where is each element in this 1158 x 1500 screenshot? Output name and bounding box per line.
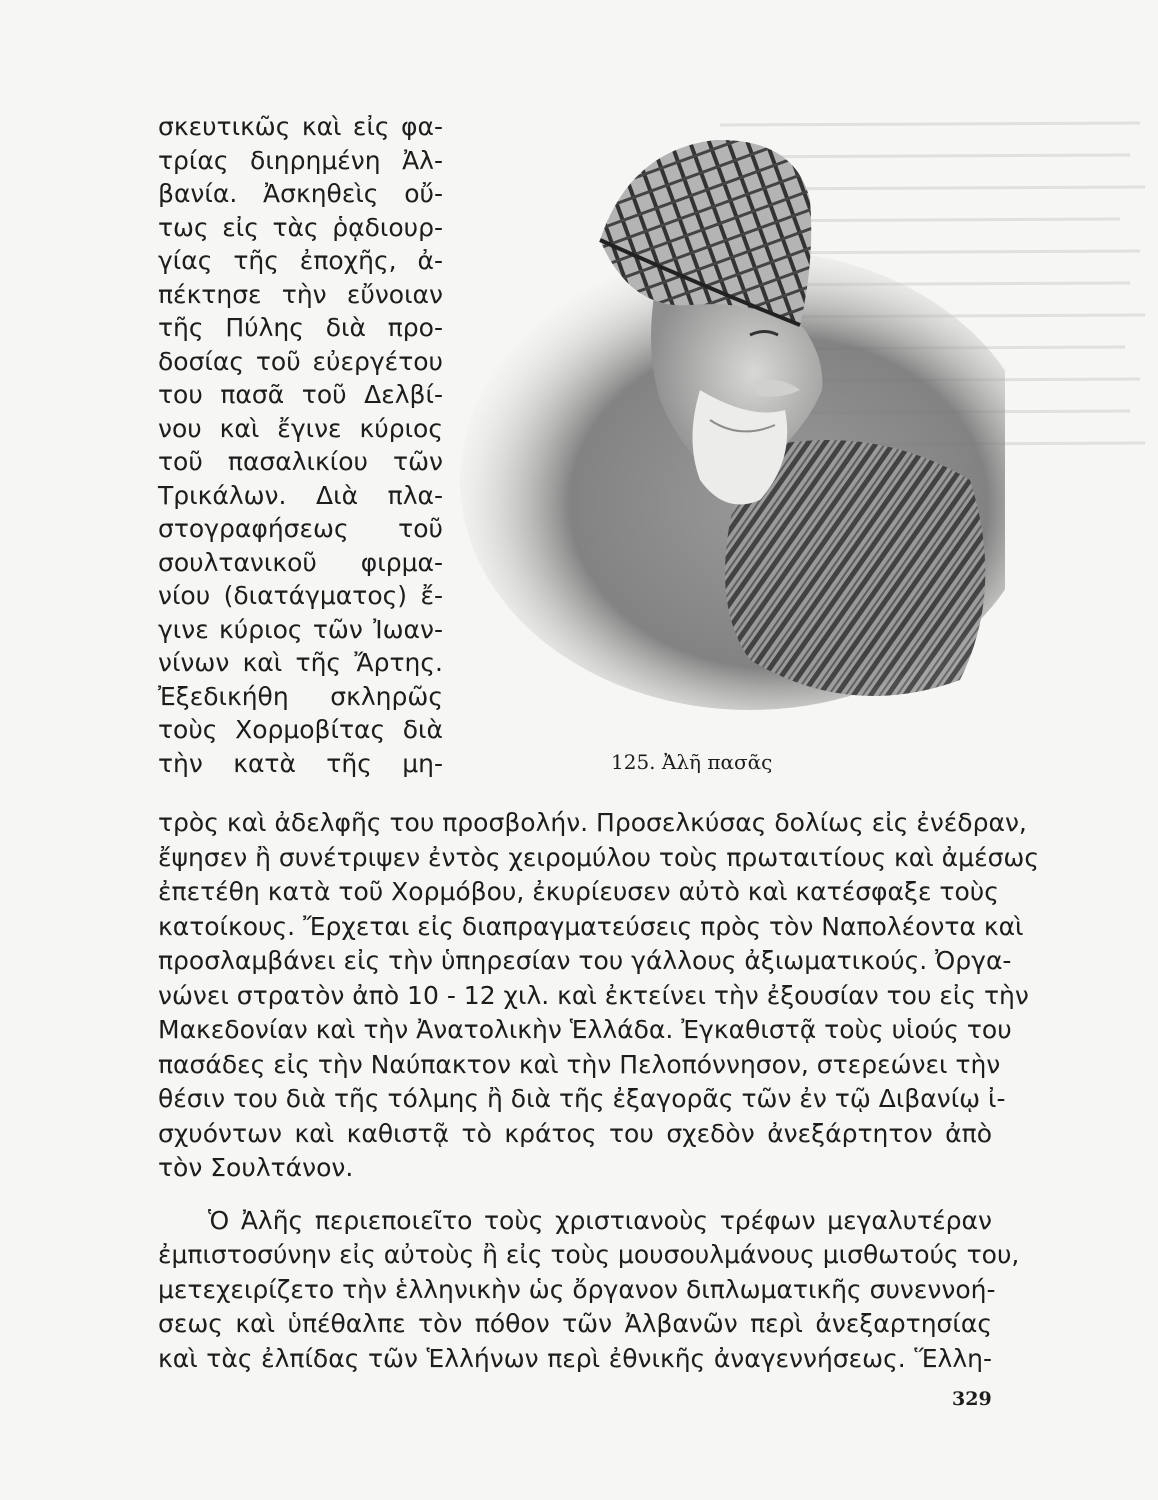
text-line: προσλαμβάνει εἰς τὴν ὑπηρεσίαν του γάλλους ἀξιωματικούς. Ὀργα- xyxy=(158,946,1012,975)
text-line: στογραφήσεως τοῦ xyxy=(158,514,443,543)
paragraph-first-line: Ὁ Ἀλῆς περιεποιεῖτο τοὺς χριστιανοὺς τρέφων μεγαλυτέραν xyxy=(208,1205,992,1235)
text-line: τρὸς καὶ ἀδελφῆς του προσβολήν. Προσελκύσας δολίως εἰς ἐνέδραν, xyxy=(158,808,1027,837)
figure-caption: 125. Ἀλῆ πασᾶς xyxy=(611,750,773,774)
text-line: κατοίκους. Ἔρχεται εἰς διαπραγματεύσεις πρὸς τὸν Ναπολέοντα καὶ xyxy=(158,911,1024,941)
text-line: νίνων καὶ τῆς Ἄρτης. xyxy=(158,648,443,677)
text-line: νώνει στρατὸν ἀπὸ 10 - 12 χιλ. καὶ ἐκτείνει τὴν ἐξουσίαν του εἰς τὴν xyxy=(158,980,1029,1010)
text-line: τὸν Σουλτάνον. xyxy=(158,1153,354,1182)
narrow-text-column xyxy=(158,110,443,780)
text-line: τοῦ πασαλικίου τῶν xyxy=(158,447,443,476)
text-line: του πασᾶ τοῦ Δελβί- xyxy=(158,380,443,409)
text-line: πασάδες εἰς τὴν Ναύπακτον καὶ τὴν Πελοπόννησον, στερεώνει τὴν xyxy=(158,1049,1001,1079)
text-line: θέσιν του διὰ τῆς τόλμης ἢ διὰ τῆς ἐξαγορᾶς τῶν ἐν τῷ Διβανίῳ ἰ- xyxy=(158,1084,1006,1113)
text-line: Μακεδονίαν καὶ τὴν Ἀνατολικὴν Ἑλλάδα. Ἐγκαθιστᾷ τοὺς υἱούς του xyxy=(158,1015,1012,1044)
text-line: νου καὶ ἔγινε κύριος xyxy=(158,413,443,443)
text-line: τοὺς Χορμοβίτας διὰ xyxy=(158,715,443,744)
text-line: νίου (διατάγματος) ἔ- xyxy=(158,581,443,610)
text-line: γινε κύριος τῶν Ἰωαν- xyxy=(158,614,443,644)
text-line: ἐμπιστοσύνην εἰς αὐτοὺς ἢ εἰς τοὺς μουσουλμάνους μισθωτούς του, xyxy=(158,1240,1020,1269)
text-line: σχυόντων καὶ καθιστᾷ τὸ κράτος του σχεδὸν ἀνεξάρτητον ἀπὸ xyxy=(158,1118,992,1148)
portrait-illustration xyxy=(450,120,1005,710)
text-line: τὴν κατὰ τῆς μη- xyxy=(158,748,443,778)
text-line: σεως καὶ ὑπέθαλπε τὸν πόθον τῶν Ἀλβανῶν περὶ ἀνεξαρτησίας xyxy=(158,1309,992,1338)
text-line: δοσίας τοῦ εὐεργέτου xyxy=(158,346,443,376)
text-line: τρίας διηρημένη Ἀλ- xyxy=(158,145,443,175)
text-line: βανία. Ἀσκηθεὶς οὔ- xyxy=(158,179,443,208)
portrait-figure xyxy=(450,120,1005,710)
text-line: γίας τῆς ἐποχῆς, ἀ- xyxy=(158,246,443,275)
text-line: πέκτησε τὴν εὔνοιαν xyxy=(158,279,443,309)
page-number: 329 xyxy=(952,1388,992,1410)
text-line: τως εἰς τὰς ῥᾳδιουρ- xyxy=(158,212,443,242)
text-line: τῆς Πύλης διὰ προ- xyxy=(158,313,443,342)
text-line: σκευτικῶς καὶ εἰς φα- xyxy=(158,112,443,141)
text-line: καὶ τὰς ἐλπίδας τῶν Ἑλλήνων περὶ ἐθνικῆς ἀναγεννήσεως. Ἕλλη- xyxy=(158,1343,992,1373)
text-line: Τρικάλων. Διὰ πλα- xyxy=(158,480,443,510)
text-line: ἐπετέθη κατὰ τοῦ Χορμόβου, ἐκυρίευσεν αὐτὸ καὶ κατέσφαξε τοὺς xyxy=(158,877,999,906)
text-line: Ἐξεδικήθη σκληρῶς xyxy=(158,681,443,711)
text-line: ἔψησεν ἢ συνέτριψεν ἐντὸς χειρομύλου τοὺς πρωταιτίους καὶ ἀμέσως xyxy=(158,842,1040,872)
wide-text-column xyxy=(158,806,1040,1376)
text-line: μετεχειρίζετο τὴν ἑλληνικὴν ὡς ὄργανον διπλωματικῆς συνεννοή- xyxy=(158,1274,996,1304)
text-line: σουλτανικοῦ φιρμα- xyxy=(158,547,443,577)
